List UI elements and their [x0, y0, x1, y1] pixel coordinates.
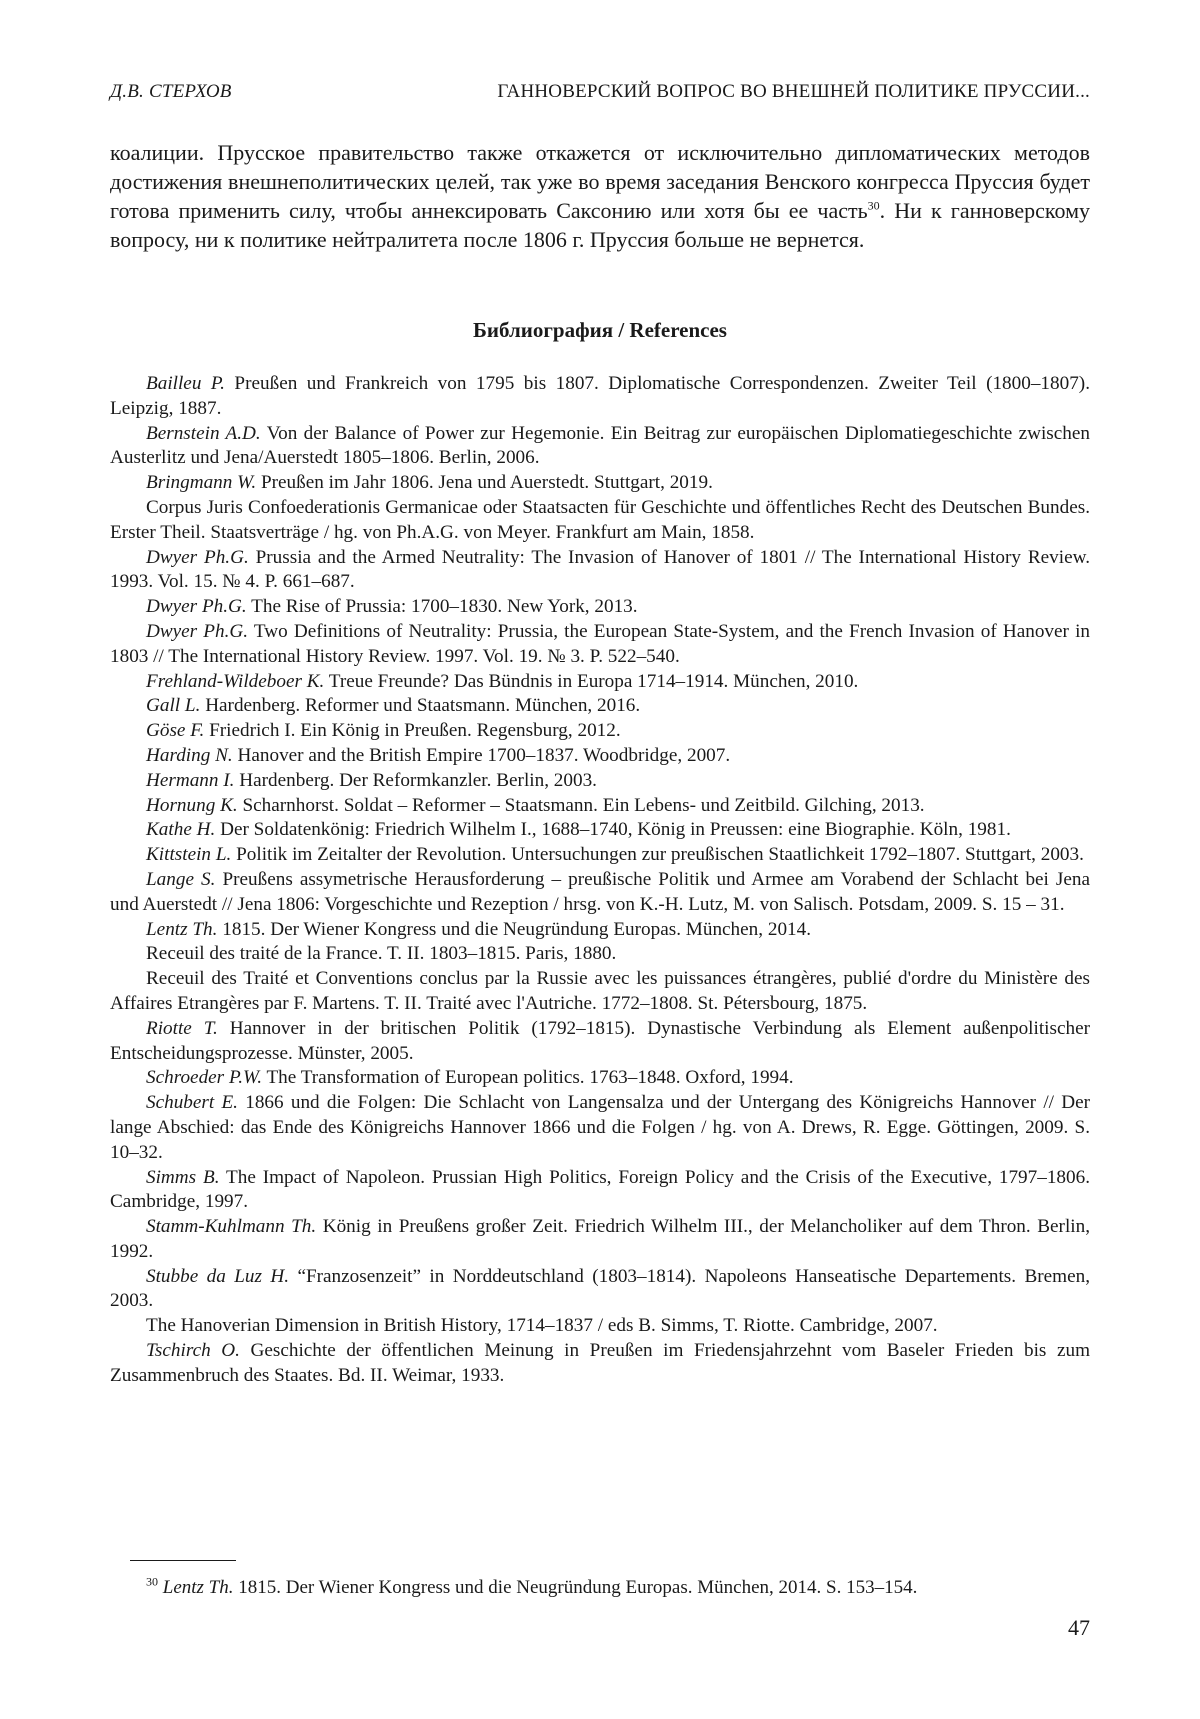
footnote-divider — [130, 1560, 236, 1561]
reference-author: Schubert E. — [146, 1092, 238, 1113]
bibliography-heading: Библиография / References — [110, 316, 1090, 344]
reference-author: Harding N. — [146, 745, 233, 766]
reference-author: Bailleu P. — [146, 373, 225, 394]
reference-author: Dwyer Ph.G. — [146, 621, 248, 642]
reference-text: Receuil des traité de la France. T. II. 1803–1815. Paris, 1880. — [146, 943, 616, 964]
reference-entry — [110, 818, 1090, 843]
reference-text: Hannover in der britischen Politik (1792–1815). Dynastische Verbindung als Element außenpolitischer Entscheidungsprozesse. Münster, 2005. — [110, 1018, 1090, 1064]
reference-entry — [110, 422, 1090, 472]
reference-entry — [110, 769, 1090, 794]
reference-text: 1866 und die Folgen: Die Schlacht von Langensalza und der Untergang des Königreichs Hannover // Der lange Abschied: das Ende des Königreichs Hannover 1866 und die Folgen / hg. von A. Drews, R. Egge. Göttingen, 2009. S. 10–32. — [110, 1092, 1090, 1163]
footnote-number: 30 — [146, 1575, 158, 1589]
reference-text: Preußen und Frankreich von 1795 bis 1807. Diplomatische Correspondenzen. Zweiter Teil (1800–1807). Leipzig, 1887. — [110, 373, 1090, 419]
reference-entry — [110, 1066, 1090, 1091]
reference-entry — [110, 794, 1090, 819]
reference-author: Riotte T. — [146, 1018, 218, 1039]
reference-text: Prussia and the Armed Neutrality: The Invasion of Hanover of 1801 // The International History Review. 1993. Vol. 15. № 4. P. 661–687. — [110, 547, 1090, 593]
reference-author: Frehland-Wildeboer K. — [146, 671, 324, 692]
reference-text: Hanover and the British Empire 1700–1837. Woodbridge, 2007. — [233, 745, 730, 766]
reference-author: Tschirch O. — [146, 1340, 240, 1361]
reference-text: Politik im Zeitalter der Revolution. Untersuchungen zur preußischen Staatlichkeit 1792–1807. Stuttgart, 2003. — [231, 844, 1084, 865]
reference-author: Lange S. — [146, 869, 215, 890]
reference-entry — [110, 1314, 1090, 1339]
reference-entry — [110, 843, 1090, 868]
reference-entry — [110, 719, 1090, 744]
reference-text: Corpus Juris Confoederationis Germanicae oder Staatsacten für Geschichte und öffentliches Recht des Deutschen Bundes. Erster Theil. Staatsverträge / hg. von Ph.A.G. von Meyer. Frankfurt am Main, 1858. — [110, 497, 1090, 543]
reference-entry — [110, 967, 1090, 1017]
reference-text: Preußens assymetrische Herausforderung – preußische Politik und Armee am Vorabend der Schlacht bei Jena und Auerstedt // Jena 1806: Vorgeschichte und Rezeption / hrsg. von K.-H. Lutz, M. von Salisch. Potsdam, 2009. S. 15 – 31. — [110, 869, 1090, 915]
reference-entry — [110, 1166, 1090, 1216]
reference-text: Friedrich I. Ein König in Preußen. Regensburg, 2012. — [204, 720, 620, 741]
reference-text: Preußen im Jahr 1806. Jena und Auerstedt. Stuttgart, 2019. — [256, 472, 713, 493]
reference-entry — [110, 744, 1090, 769]
reference-text: 1815. Der Wiener Kongress und die Neugründung Europas. München, 2014. — [217, 919, 811, 940]
running-head-title: ГАННОВЕРСКИЙ ВОПРОС ВО ВНЕШНЕЙ ПОЛИТИКЕ ПРУССИИ... — [497, 80, 1090, 104]
reference-entry — [110, 1339, 1090, 1389]
reference-author: Lentz Th. — [146, 919, 217, 940]
reference-text: Scharnhorst. Soldat – Reformer – Staatsmann. Ein Lebens- und Zeitbild. Gilching, 2013. — [238, 795, 925, 816]
reference-author: Dwyer Ph.G. — [146, 547, 249, 568]
footnote-reference[interactable]: 30 — [868, 199, 880, 213]
reference-author: Dwyer Ph.G. — [146, 596, 247, 617]
reference-entry — [110, 1265, 1090, 1315]
body-text-part-1: коалиции. Прусское правительство также откажется от исключительно дипломатических методов достижения внешнеполитических целей, так уже во время заседания Венского конгресса Пруссия будет готова применить силу, чтобы аннексировать Саксонию или хотя бы ее часть — [110, 140, 1090, 223]
reference-text: The Transformation of European politics. 1763–1848. Oxford, 1994. — [262, 1067, 794, 1088]
footnote-text: 1815. Der Wiener Kongress und die Neugründung Europas. München, 2014. S. 153–154. — [234, 1577, 918, 1598]
reference-text: The Rise of Prussia: 1700–1830. New York, 2013. — [247, 596, 638, 617]
reference-entry — [110, 670, 1090, 695]
reference-author: Bernstein A.D. — [146, 423, 261, 444]
reference-entry — [110, 918, 1090, 943]
reference-entry — [110, 496, 1090, 546]
reference-author: Göse F. — [146, 720, 204, 741]
running-head-author: Д.В. СТЕРХОВ — [110, 80, 232, 104]
reference-text: Receuil des Traité et Conventions conclus par la Russie avec les puissances étrangères, publié d'ordre du Ministère des Affaires Etrangères par F. Martens. T. II. Traité avec l'Autriche. 1772–1808. St. Pétersbourg, 1875. — [110, 968, 1090, 1014]
reference-text: The Impact of Napoleon. Prussian High Politics, Foreign Policy and the Crisis of the Executive, 1797–1806. Cambridge, 1997. — [110, 1167, 1090, 1213]
reference-entry — [110, 694, 1090, 719]
reference-author: Schroeder P.W. — [146, 1067, 262, 1088]
reference-text: Treue Freunde? Das Bündnis in Europa 1714–1914. München, 2010. — [324, 671, 858, 692]
footnote-author: Lentz Th. — [163, 1577, 234, 1598]
reference-entry — [110, 620, 1090, 670]
reference-text: “Franzosenzeit” in Norddeutschland (1803–1814). Napoleons Hanseatische Departements. Bremen, 2003. — [110, 1266, 1090, 1312]
reference-author: Simms B. — [146, 1167, 220, 1188]
reference-author: Stamm-Kuhlmann Th. — [146, 1216, 316, 1237]
reference-text: König in Preußens großer Zeit. Friedrich Wilhelm III., der Melancholiker auf dem Thron. Berlin, 1992. — [110, 1216, 1090, 1262]
reference-list — [110, 372, 1090, 1389]
reference-entry — [110, 1215, 1090, 1265]
reference-entry — [110, 546, 1090, 596]
page-number: 47 — [1068, 1614, 1090, 1642]
reference-text: Geschichte der öffentlichen Meinung in Preußen im Friedensjahrzehnt vom Baseler Frieden bis zum Zusammenbruch des Staates. Bd. II. Weimar, 1933. — [110, 1340, 1090, 1386]
reference-author: Gall L. — [146, 695, 200, 716]
body-text-part-2: . Ни к ганноверскому вопросу, ни к политике нейтралитета после 1806 г. Пруссия больше не вернется. — [110, 198, 1090, 252]
reference-text: Hardenberg. Der Reformkanzler. Berlin, 2003. — [234, 770, 597, 791]
journal-page — [0, 0, 1200, 1719]
reference-author: Kathe H. — [146, 819, 215, 840]
reference-entry — [110, 1017, 1090, 1067]
reference-entry — [110, 372, 1090, 422]
reference-entry — [110, 868, 1090, 918]
reference-author: Hermann I. — [146, 770, 234, 791]
reference-entry — [110, 942, 1090, 967]
body-paragraph — [110, 138, 1090, 254]
reference-author: Kittstein L. — [146, 844, 231, 865]
reference-entry — [110, 471, 1090, 496]
reference-author: Stubbe da Luz H. — [146, 1266, 289, 1287]
reference-text: Two Definitions of Neutrality: Prussia, the European State-System, and the French Invasion of Hanover in 1803 // The International History Review. 1997. Vol. 19. № 3. P. 522–540. — [110, 621, 1090, 667]
reference-entry — [110, 595, 1090, 620]
reference-author: Hornung K. — [146, 795, 238, 816]
reference-entry — [110, 1091, 1090, 1165]
reference-text: Der Soldatenkönig: Friedrich Wilhelm I., 1688–1740, König in Preussen: eine Biographie. Köln, 1981. — [215, 819, 1011, 840]
reference-text: The Hanoverian Dimension in British History, 1714–1837 / eds B. Simms, T. Riotte. Cambridge, 2007. — [146, 1315, 938, 1336]
footnote — [146, 1575, 1106, 1600]
reference-author: Bringmann W. — [146, 472, 256, 493]
reference-text: Hardenberg. Reformer und Staatsmann. München, 2016. — [200, 695, 640, 716]
reference-text: Von der Balance of Power zur Hegemonie. Ein Beitrag zur europäischen Diplomatiegeschichte zwischen Austerlitz und Jena/Auerstedt 1805–1806. Berlin, 2006. — [110, 423, 1090, 469]
